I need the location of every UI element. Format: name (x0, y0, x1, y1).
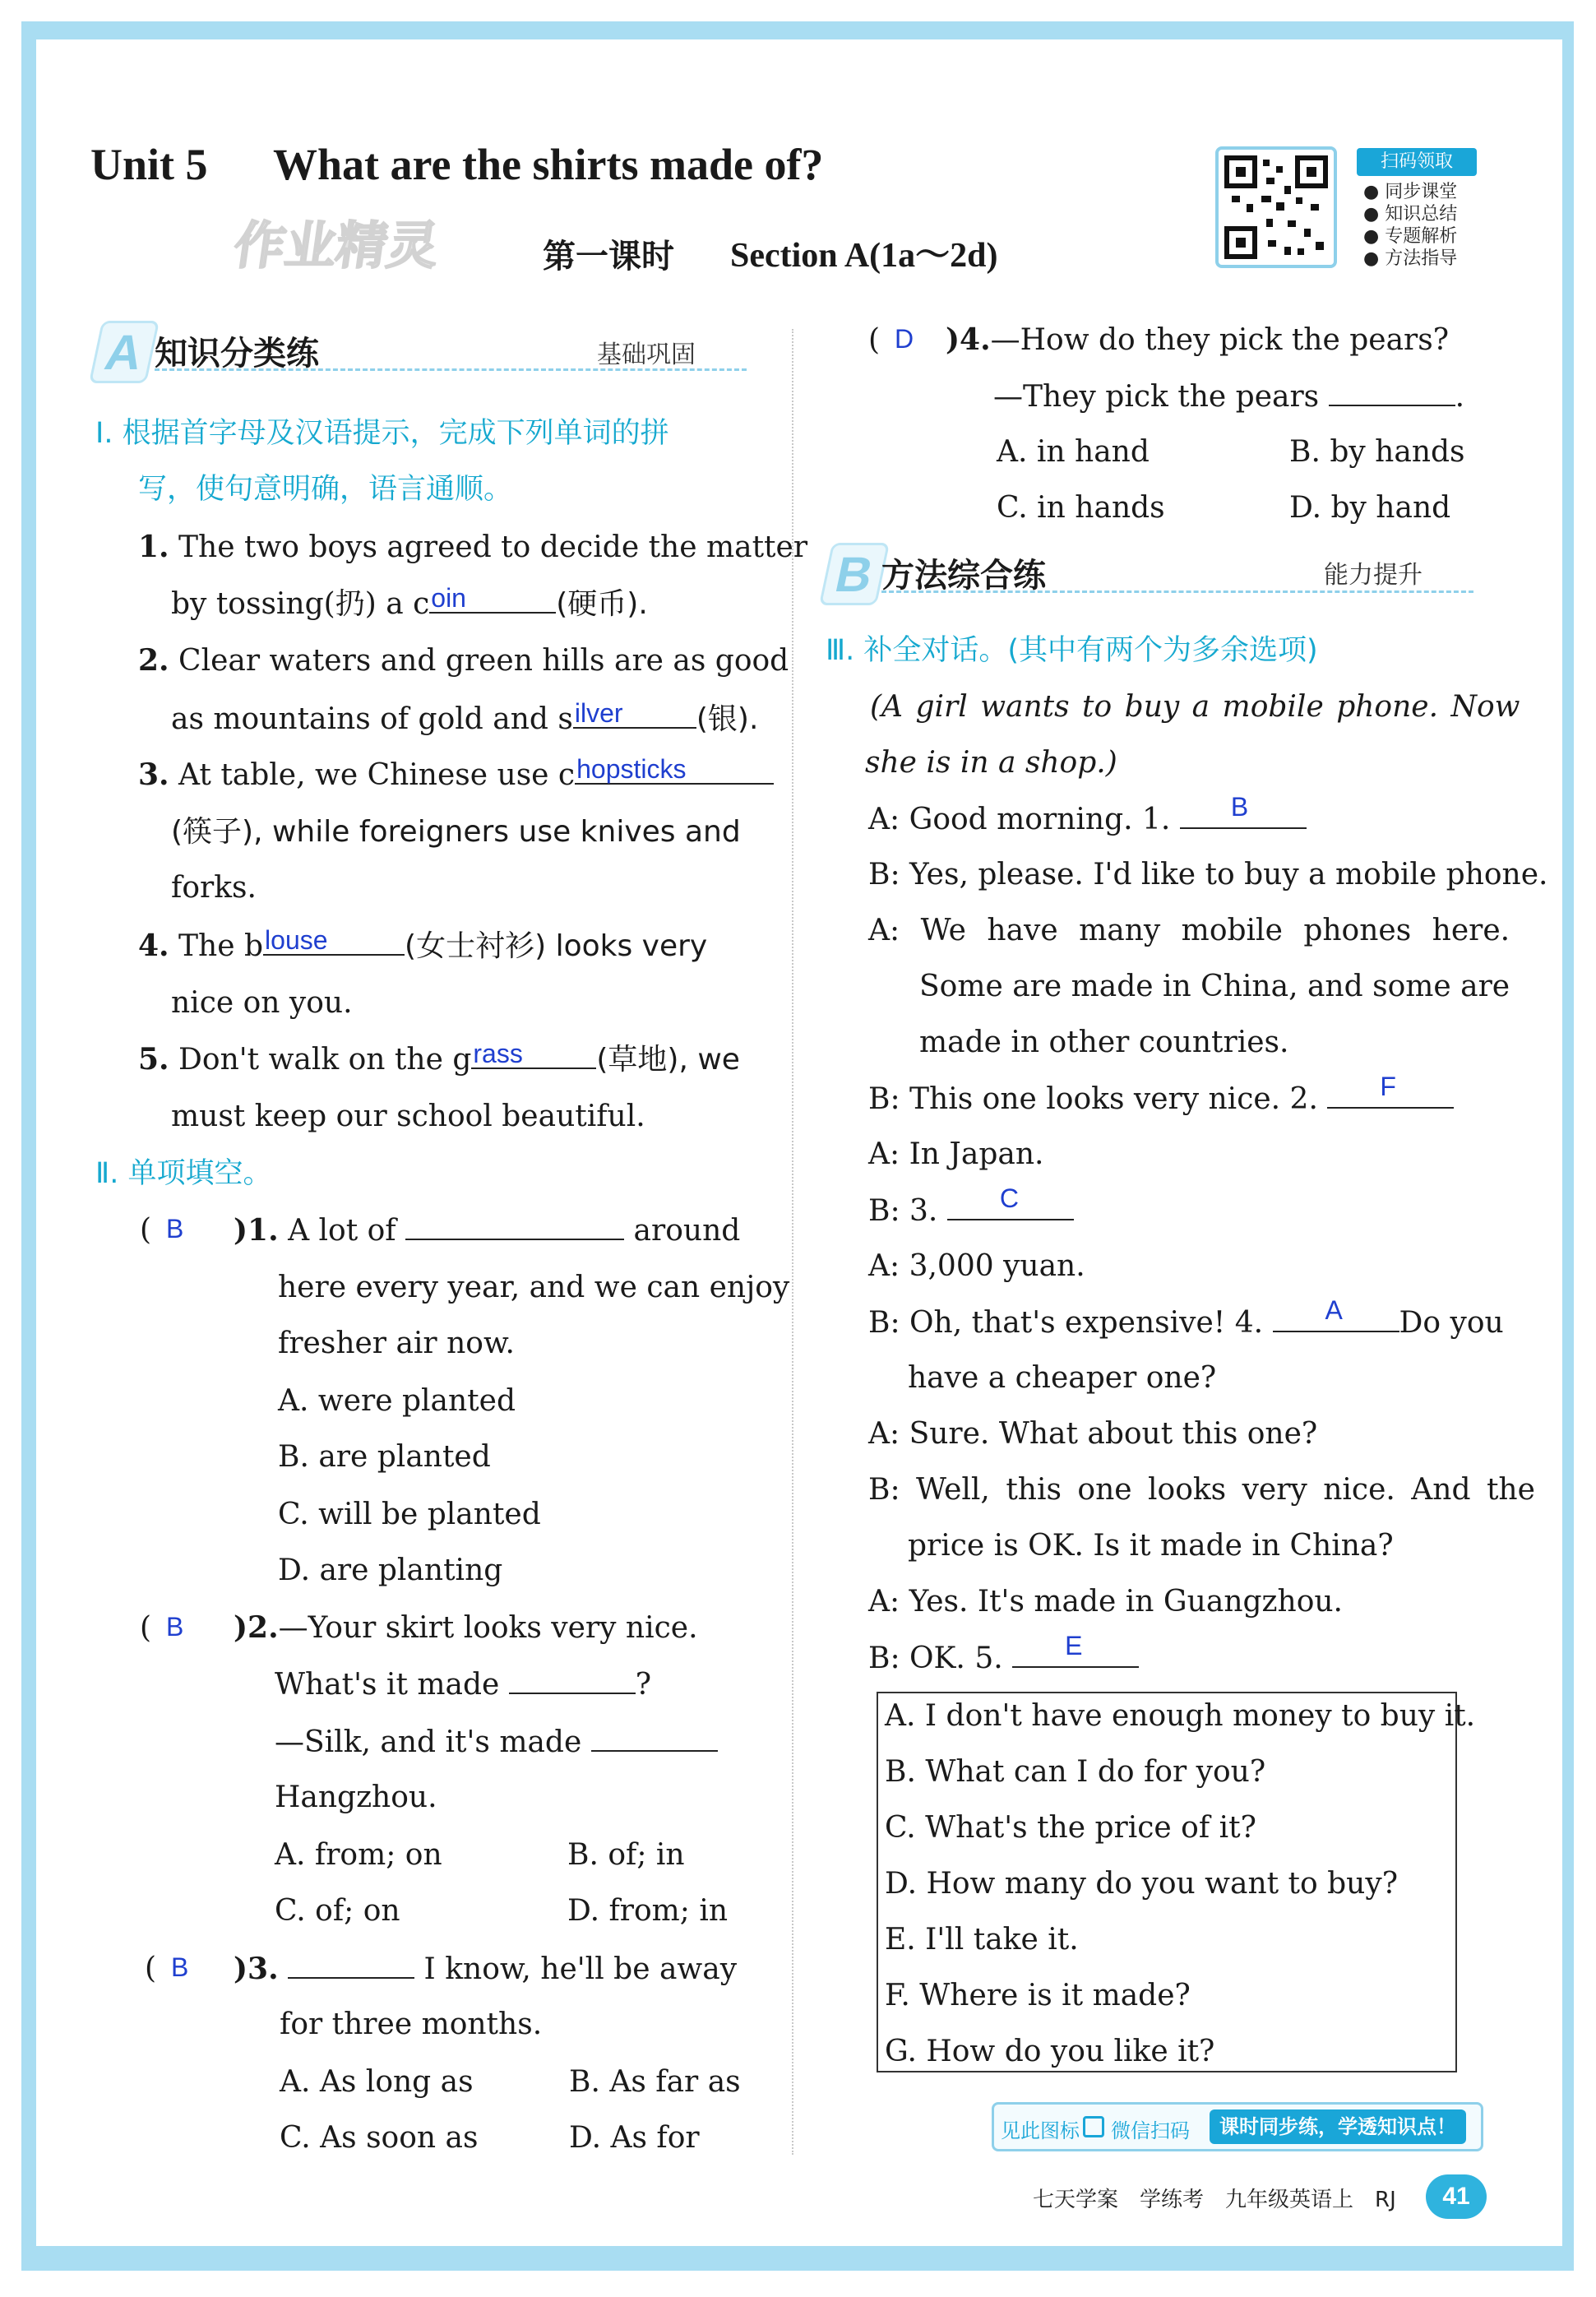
part-a-title: 知识分类练 (155, 335, 319, 373)
dialogue-intro: (A girl wants to buy a mobile phone. Now (870, 690, 1520, 724)
answer-text: louse (265, 925, 328, 955)
sec3-heading: Ⅲ. 补全对话。(其中有两个为多余选项) (826, 634, 1318, 667)
column-divider (792, 329, 793, 2155)
question-text: ? (635, 1668, 652, 1702)
dialogue-line: A: Yes. It's made in Guangzhou. (868, 1585, 1344, 1619)
paren-open: ( (140, 1213, 152, 1247)
banner-highlight: 课时同步练，学透知识点！ (1210, 2109, 1466, 2144)
answer-text: D (895, 324, 914, 354)
option-item[interactable]: E. I'll take it. (885, 1923, 1079, 1957)
question-text: The two boys agreed to decide the matter (178, 530, 808, 564)
option-b[interactable]: B. are planted (278, 1440, 491, 1474)
qr-items (1363, 181, 1457, 270)
option-item[interactable]: F. Where is it made? (885, 1979, 1191, 2012)
option-item[interactable]: C. What's the price of it? (885, 1811, 1256, 1845)
option-d[interactable]: D. from; in (567, 1894, 729, 1928)
question-text: as mountains of gold and s (171, 702, 573, 736)
dialogue-line: B: OK. 5. (868, 1642, 1003, 1675)
dialogue-line: B: Oh, that's expensive! 4. (868, 1306, 1264, 1340)
option-a[interactable]: A. were planted (278, 1384, 516, 1418)
page-number: 41 (1426, 2174, 1487, 2219)
option-b[interactable]: B. of; in (567, 1838, 685, 1872)
question-text: by tossing(扔) a c (171, 587, 430, 621)
paren-open: ( (145, 1952, 157, 1985)
question-text: (筷子), while foreigners use knives and (171, 815, 741, 849)
option-c[interactable]: C. will be planted (278, 1498, 541, 1531)
answer-text: C (999, 1183, 1019, 1213)
answer-text: A (1325, 1295, 1343, 1325)
option-c[interactable]: C. As soon as (280, 2121, 479, 2155)
lesson-label: 第一课时 (543, 238, 674, 276)
answer-text: E (1065, 1631, 1083, 1660)
question-text: —How do they pick the pears? (990, 323, 1450, 357)
section-label: Section A(1a～2d) (730, 237, 998, 275)
qr-item: ● 知识总结 (1363, 204, 1458, 225)
qr-label: 扫码领取 (1357, 148, 1477, 176)
q-num: 5. (138, 1042, 169, 1077)
banner-text: 见此图标 (1001, 2119, 1080, 2142)
option-a[interactable]: A. from; on (275, 1838, 442, 1872)
dialogue-line: Some are made in China, and some are (919, 970, 1510, 1003)
banner-text: 微信扫码 (1111, 2119, 1190, 2142)
q-num: )3. (234, 1952, 279, 1986)
answer-text: B (171, 1952, 189, 1982)
answer-blank[interactable] (1327, 1072, 1454, 1109)
dialogue-line: B: Yes, please. I'd like to buy a mobile phone. (868, 858, 1548, 891)
dialogue-line: A: We have many mobile phones here. (868, 914, 1510, 947)
question-text: around (633, 1214, 741, 1248)
answer-text: oin (431, 583, 466, 613)
answer-text: B (166, 1612, 184, 1642)
question-text: —Your skirt looks very nice. (278, 1611, 698, 1645)
part-b-title: 方法综合练 (881, 557, 1046, 595)
qr-code-icon (1219, 150, 1334, 265)
q-num: 2. (138, 643, 169, 678)
answer-blank[interactable] (1012, 1631, 1139, 1668)
question-text: fresher air now. (278, 1327, 515, 1360)
answer-blank[interactable] (947, 1183, 1074, 1220)
part-b-tag: 能力提升 (1324, 561, 1423, 590)
dialogue-line: B: Well, this one looks very nice. And the (868, 1473, 1535, 1507)
question-text: nice on you. (171, 986, 353, 1020)
answer-blank[interactable] (1273, 1295, 1399, 1332)
footer-text: 七天学案 学练考 九年级英语上 RJ (1033, 2188, 1396, 2212)
question-text: I know, he'll be away (423, 1952, 738, 1986)
answer-text: hopsticks (576, 754, 687, 784)
part-a-rule (155, 368, 747, 371)
answer-blank[interactable] (575, 754, 774, 785)
qr-item: ● 专题解析 (1363, 226, 1458, 247)
answer-blank[interactable] (405, 1212, 624, 1240)
answer-blank[interactable] (263, 925, 405, 956)
answer-text: B (166, 1214, 184, 1243)
page-title: What are the shirts made of? (273, 140, 824, 189)
dialogue-line: A: Sure. What about this one? (868, 1417, 1318, 1451)
answer-text: F (1380, 1072, 1396, 1101)
question-text: Hangzhou. (275, 1781, 437, 1814)
answer-blank[interactable] (471, 1041, 596, 1069)
question-text: Don't walk on the g (178, 1043, 472, 1077)
answer-text: rass (473, 1039, 523, 1068)
watermark: 作业精灵 (229, 215, 443, 276)
question-text: here every year, and we can enjoy (278, 1271, 790, 1304)
paren-open: ( (868, 323, 881, 357)
option-item[interactable]: A. I don't have enough money to buy it. (885, 1699, 1476, 1733)
dialogue-line: Do you (1399, 1306, 1504, 1340)
question-text: must keep our school beautiful. (171, 1100, 645, 1133)
question-text: (硬币). (556, 587, 648, 621)
question-text: . (1455, 380, 1465, 414)
question-text: (草地), we (596, 1043, 740, 1077)
question-text: (银). (696, 702, 759, 736)
option-item[interactable]: G. How do you like it? (885, 2035, 1215, 2068)
option-b[interactable]: B. As far as (569, 2065, 741, 2099)
part-b-rule (881, 590, 1473, 593)
dialogue-line: price is OK. Is it made in China? (908, 1529, 1394, 1563)
answer-blank[interactable] (573, 698, 696, 729)
question-text: The b (178, 929, 264, 963)
option-c[interactable]: C. of; on (275, 1894, 400, 1928)
q-num: 1. (138, 530, 169, 564)
option-c[interactable]: C. in hands (997, 491, 1165, 525)
answer-text: ilver (574, 698, 623, 728)
question-text: At table, we Chinese use c (178, 758, 576, 792)
sec1-heading-cont: 写，使句意明确，语言通顺。 (138, 473, 513, 506)
dialogue-line: made in other countries. (919, 1026, 1289, 1059)
question-text: Clear waters and green hills are as good (178, 644, 789, 678)
option-item[interactable]: D. How many do you want to buy? (885, 1867, 1398, 1901)
qr-item: ● 方法指导 (1363, 248, 1458, 269)
answer-blank[interactable] (509, 1666, 636, 1694)
option-d[interactable]: D. by hand (1289, 491, 1451, 525)
option-item[interactable]: B. What can I do for you? (885, 1755, 1266, 1789)
dialogue-line: B: 3. (868, 1194, 938, 1228)
paren-open: ( (140, 1611, 152, 1645)
answer-text: B (1230, 792, 1249, 822)
answer-blank[interactable] (288, 1951, 414, 1979)
dialogue-intro-cont: she is in a shop.) (865, 746, 1117, 780)
options-box (877, 1692, 1476, 2072)
q-num: 3. (138, 757, 169, 792)
q-num: )2. (234, 1610, 279, 1645)
question-text: —They pick the pears (993, 380, 1320, 414)
sec2-heading: Ⅱ. 单项填空。 (95, 1157, 272, 1190)
question-text: (女士衬衫) looks very (405, 929, 708, 963)
question-text: What's it made (275, 1668, 500, 1702)
part-b-badge: B (819, 543, 890, 605)
option-d[interactable]: D. are planting (278, 1554, 503, 1587)
dialogue-line: A: 3,000 yuan. (868, 1249, 1085, 1283)
qr-item: ● 同步课堂 (1363, 182, 1458, 202)
option-a[interactable]: A. in hand (997, 435, 1150, 469)
part-a-badge: A (89, 321, 160, 383)
scan-banner[interactable] (992, 2102, 1483, 2151)
dialogue-line: A: Good morning. 1. (868, 803, 1171, 836)
answer-blank[interactable] (1329, 378, 1455, 406)
q-num: )1. (234, 1213, 279, 1248)
answer-blank[interactable] (1180, 792, 1307, 829)
option-b[interactable]: B. by hands (1289, 435, 1465, 469)
option-a[interactable]: A. As long as (280, 2065, 474, 2099)
question-text: forks. (171, 871, 257, 905)
dialogue-line: have a cheaper one? (908, 1361, 1217, 1395)
q-num: )4. (946, 322, 991, 357)
question-text: —Silk, and it's made (275, 1725, 582, 1759)
question-text: A lot of (288, 1214, 396, 1248)
dialogue-line: B: This one looks very nice. 2. (868, 1082, 1318, 1116)
sec1-heading: Ⅰ. 根据首字母及汉语提示，完成下列单词的拼 (95, 417, 669, 450)
qr-code[interactable] (1215, 146, 1337, 268)
part-a-tag: 基础巩固 (597, 340, 696, 369)
q-num: 4. (138, 929, 169, 963)
option-d[interactable]: D. As for (569, 2121, 700, 2155)
unit-label: Unit 5 (90, 140, 208, 189)
answer-blank[interactable] (429, 583, 556, 614)
question-text: for three months. (280, 2008, 543, 2041)
dialogue-line: A: In Japan. (868, 1137, 1044, 1171)
answer-blank[interactable] (591, 1724, 718, 1752)
scan-icon (1083, 2116, 1104, 2137)
